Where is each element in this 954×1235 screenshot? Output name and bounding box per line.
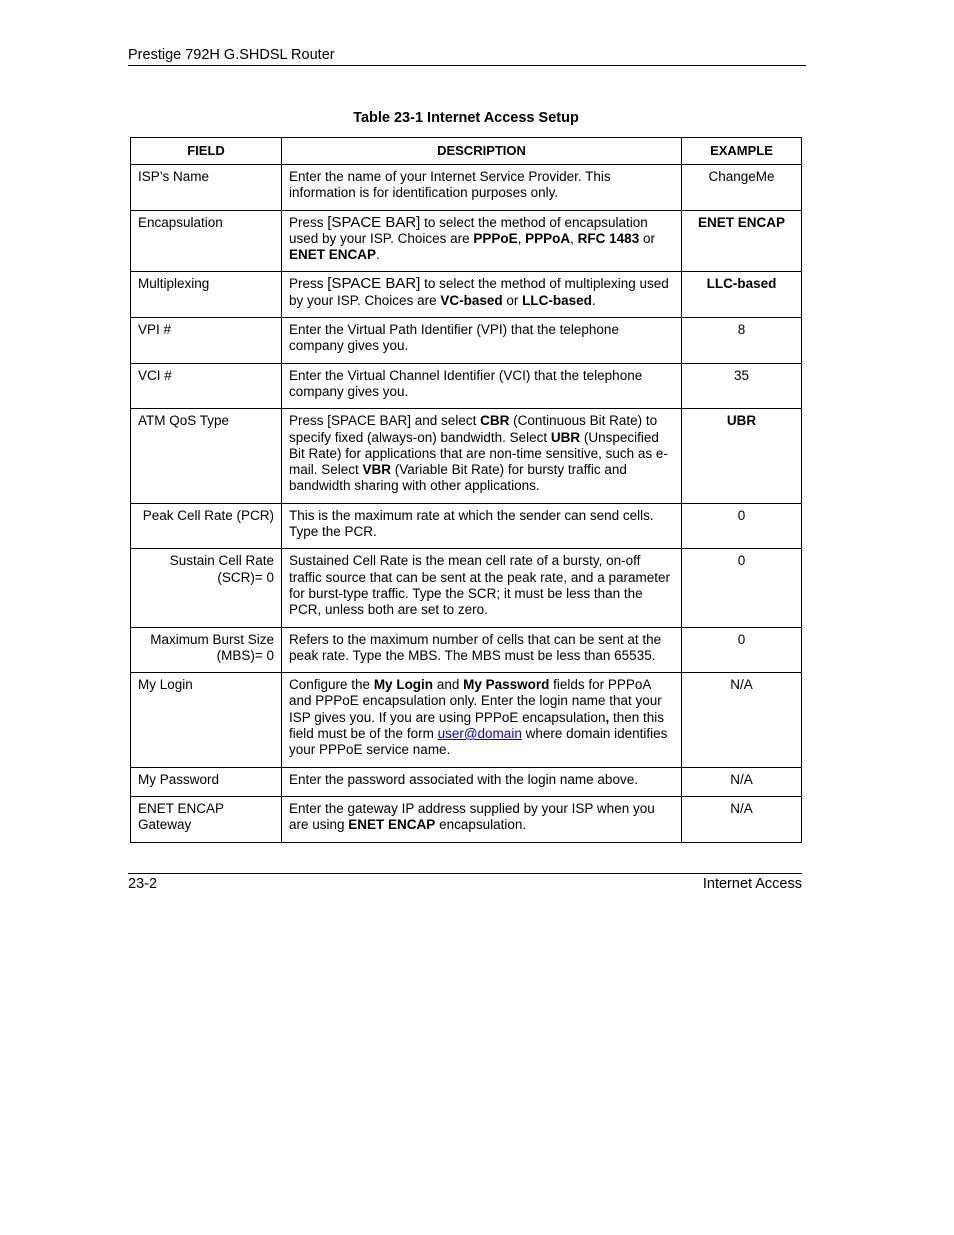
page-number: 23-2 [128, 876, 158, 892]
table-header-row [131, 138, 802, 165]
description-cell: Refers to the maximum number of cells that can be sent at the peak rate. Type the MBS. The MBS must be less than 65535. [282, 627, 682, 673]
field-cell: Peak Cell Rate (PCR) [131, 503, 282, 549]
example-cell: 8 [682, 318, 802, 364]
table-row [131, 503, 802, 549]
description-cell: Enter the Virtual Channel Identifier (VCI) that the telephone company gives you. [282, 363, 682, 409]
description-cell: Enter the password associated with the login name above. [282, 767, 682, 796]
table-row [131, 627, 802, 673]
example-cell: N/A [682, 673, 802, 767]
field-cell: VPI # [131, 318, 282, 364]
field-cell: ENET ENCAP Gateway [131, 796, 282, 842]
column-header-field: FIELD [131, 138, 282, 165]
description-cell: Enter the Virtual Path Identifier (VPI) that the telephone company gives you. [282, 318, 682, 364]
header-title: Prestige 792H G.SHDSL Router [128, 47, 335, 63]
example-cell: 0 [682, 549, 802, 627]
example-cell: 0 [682, 503, 802, 549]
table-row [131, 549, 802, 627]
example-cell: N/A [682, 796, 802, 842]
description-cell: This is the maximum rate at which the sender can send cells. Type the PCR. [282, 503, 682, 549]
description-cell: Sustained Cell Rate is the mean cell rate of a bursty, on-off traffic source that can be sent at the peak rate, and a parameter for burst-type traffic. Type the SCR; it must be less than the PCR, unless both are set to zero. [282, 549, 682, 627]
field-cell: My Password [131, 767, 282, 796]
table-caption: Table 23-1 Internet Access Setup [353, 110, 579, 126]
example-cell: 35 [682, 363, 802, 409]
field-cell: VCI # [131, 363, 282, 409]
page-footer [128, 873, 802, 892]
description-cell: Enter the name of your Internet Service Provider. This information is for identification purposes only. [282, 165, 682, 211]
description-cell: Press [SPACE BAR] and select CBR (Continuous Bit Rate) to specify fixed (always-on) bandwidth. Select UBR (Unspecified Bit Rate) for applications that are non-time sensitive, such as e-mail. Select VBR (Variable Bit Rate) for bursty traffic and bandwidth sharing with other applications. [282, 409, 682, 503]
section-name: Internet Access [702, 876, 802, 892]
description-cell: Configure the My Login and My Password fields for PPPoA and PPPoE encapsulation only. Enter the login name that your ISP gives you. If you are using PPPoE encapsulation, then this field must be of the form user@domain where domain identifies your PPPoE service name. [282, 673, 682, 767]
field-cell: Multiplexing [131, 272, 282, 318]
description-cell: Press [SPACE BAR] to select the method of encapsulation used by your ISP. Choices are PPPoE, PPPoA, RFC 1483 or ENET ENCAP. [282, 210, 682, 272]
table-row [131, 210, 802, 272]
field-cell: Sustain Cell Rate (SCR)= 0 [131, 549, 282, 627]
table-row [131, 165, 802, 211]
user-domain-link[interactable]: user@domain [437, 726, 522, 742]
example-cell: ChangeMe [682, 165, 802, 211]
description-cell: Enter the gateway IP address supplied by your ISP when you are using ENET ENCAP encapsulation. [282, 796, 682, 842]
page-header [128, 47, 806, 66]
table-row [131, 796, 802, 842]
table-row [131, 272, 802, 318]
example-cell: ENET ENCAP [682, 210, 802, 272]
example-cell: 0 [682, 627, 802, 673]
example-cell: LLC-based [682, 272, 802, 318]
column-header-example: EXAMPLE [682, 138, 802, 165]
internet-access-setup-table [130, 137, 802, 843]
field-cell: Maximum Burst Size (MBS)= 0 [131, 627, 282, 673]
example-cell: UBR [682, 409, 802, 503]
table-row [131, 673, 802, 767]
field-cell: Encapsulation [131, 210, 282, 272]
field-cell: My Login [131, 673, 282, 767]
field-cell: ATM QoS Type [131, 409, 282, 503]
field-cell: ISP’s Name [131, 165, 282, 211]
column-header-description: DESCRIPTION [282, 138, 682, 165]
table-row [131, 363, 802, 409]
table-row [131, 409, 802, 503]
table-row [131, 767, 802, 796]
description-cell: Press [SPACE BAR] to select the method of multiplexing used by your ISP. Choices are VC-based or LLC-based. [282, 272, 682, 318]
example-cell: N/A [682, 767, 802, 796]
table-row [131, 318, 802, 364]
